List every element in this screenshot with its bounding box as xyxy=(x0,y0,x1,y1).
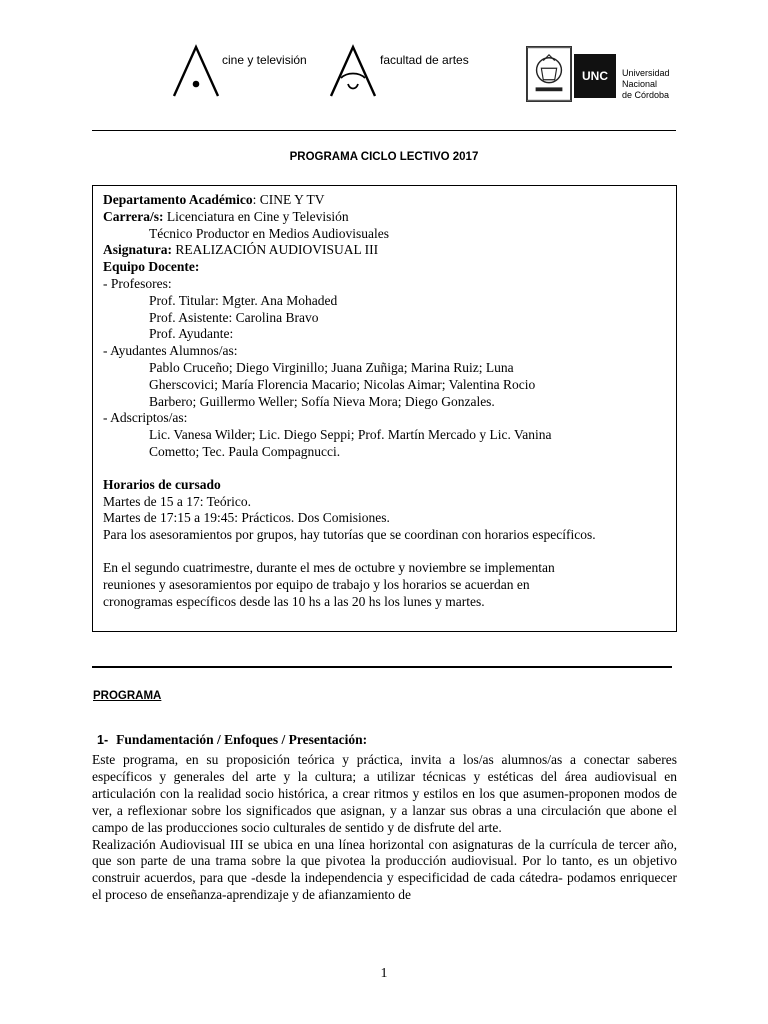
cine-tv-logo-text: cine y televisión xyxy=(222,53,307,67)
section-heading xyxy=(97,732,367,748)
page-number: 1 xyxy=(380,966,388,981)
career-label: Carrera/s: xyxy=(103,208,164,224)
unc-name xyxy=(622,68,670,101)
career-line xyxy=(103,209,666,226)
adscriptos-label: - Adscriptos/as: xyxy=(103,410,188,426)
department-line xyxy=(103,192,666,209)
career-line-2: Técnico Productor en Medios Audiovisuales xyxy=(149,225,389,241)
course-info-box xyxy=(92,185,677,632)
career-value: Licenciatura en Cine y Televisión xyxy=(163,208,349,224)
profesores-label: - Profesores: xyxy=(103,275,172,291)
adscriptos-line: Lic. Vanesa Wilder; Lic. Diego Seppi; Prof. Martín Mercado y Lic. Vanina xyxy=(149,427,552,443)
spacer xyxy=(103,544,666,560)
body-text xyxy=(92,752,677,904)
university-seal-icon xyxy=(526,46,572,102)
prof-asistente: Prof. Asistente: Carolina Bravo xyxy=(149,309,319,325)
prof-titular: Prof. Titular: Mgter. Ana Mohaded xyxy=(149,292,338,308)
horarios-heading xyxy=(103,477,666,494)
horarios-line: Martes de 17:15 a 19:45: Prácticos. Dos Comisiones. xyxy=(103,510,390,526)
department-value: : CINE Y TV xyxy=(252,192,325,207)
note-line: cronogramas específicos desde las 10 hs a las 20 hs los lunes y martes. xyxy=(103,593,485,609)
horarios-line: Martes de 15 a 17: Teórico. xyxy=(103,493,252,509)
section-title: Fundamentación / Enfoques / Presentación: xyxy=(116,732,368,747)
top-divider xyxy=(92,130,676,131)
facultad-artes-logo-text: facultad de artes xyxy=(380,53,469,67)
subject-label: Asignatura: xyxy=(103,242,173,258)
prof-ayudante: Prof. Ayudante: xyxy=(149,326,234,342)
subject-value: REALIZACIÓN AUDIOVISUAL III xyxy=(172,242,379,258)
programa-heading: PROGRAMA xyxy=(93,690,162,702)
paragraph: Este programa, en su proposición teórica y práctica, invita a los/as alumnos/as a conectar saberes específicos y generales del arte y la cultura; a utilizar técnicas y estéticas del área audiovisual en articulación con la realidad socio histórica, a crear ritmos y estilos en los que asumen-proponen modos de ver, a reflexionar sobre los significados que asignan, y a lanzar sus obras a una circulación que abone el campo de las producciones socio culturales de sentido y de disfrute del arte. xyxy=(92,752,677,835)
facultad-artes-logo-icon xyxy=(327,44,379,100)
unc-name-line: Nacional xyxy=(622,79,658,89)
unc-name-line: Universidad xyxy=(622,68,670,78)
department-label: Departamento Académico xyxy=(103,192,253,207)
subject-line xyxy=(103,242,666,259)
ayudantes-line: Gherscovici; María Florencia Macario; Nicolas Aimar; Valentina Rocio xyxy=(149,376,536,392)
page-title: PROGRAMA CICLO LECTIVO 2017 xyxy=(289,151,479,163)
unc-logo xyxy=(526,46,686,106)
adscriptos-line: Cometto; Tec. Paula Compagnucci. xyxy=(149,443,341,459)
note-line: En el segundo cuatrimestre, durante el mes de octubre y noviembre se implementan xyxy=(103,559,555,575)
unc-badge: UNC xyxy=(574,54,616,98)
spacer xyxy=(103,461,666,477)
cine-tv-logo-icon xyxy=(170,44,222,100)
team-heading xyxy=(103,259,666,276)
ayudantes-line: Barbero; Guillermo Weller; Sofía Nieva Mora; Diego Gonzales. xyxy=(149,393,495,409)
section-divider xyxy=(92,666,672,668)
team-label: Equipo Docente: xyxy=(103,259,200,275)
ayudantes-label: - Ayudantes Alumnos/as: xyxy=(103,343,238,359)
unc-name-line: de Córdoba xyxy=(622,90,670,100)
horarios-label: Horarios de cursado xyxy=(103,476,221,492)
note-line: reuniones y asesoramientos por equipo de trabajo y los horarios se acuerdan en xyxy=(103,576,530,592)
section-number: 1- xyxy=(97,733,109,747)
paragraph: Realización Audiovisual III se ubica en una línea horizontal con asignaturas de la currícula de tercer año, que son parte de una trama sobre la que pivotea la producción audiovisual. Por lo tanto, es un objetivo construir acuerdos, para que -desde la independencia y especificidad de cada cátedra- podamos enriquecer el proceso de enseñanza-aprendizaje y de afianzamiento de xyxy=(92,836,677,903)
horarios-line: Para los asesoramientos por grupos, hay tutorías que se coordinan con horarios específicos. xyxy=(103,527,596,543)
ayudantes-line: Pablo Cruceño; Diego Virginillo; Juana Zuñiga; Marina Ruiz; Luna xyxy=(149,359,514,375)
